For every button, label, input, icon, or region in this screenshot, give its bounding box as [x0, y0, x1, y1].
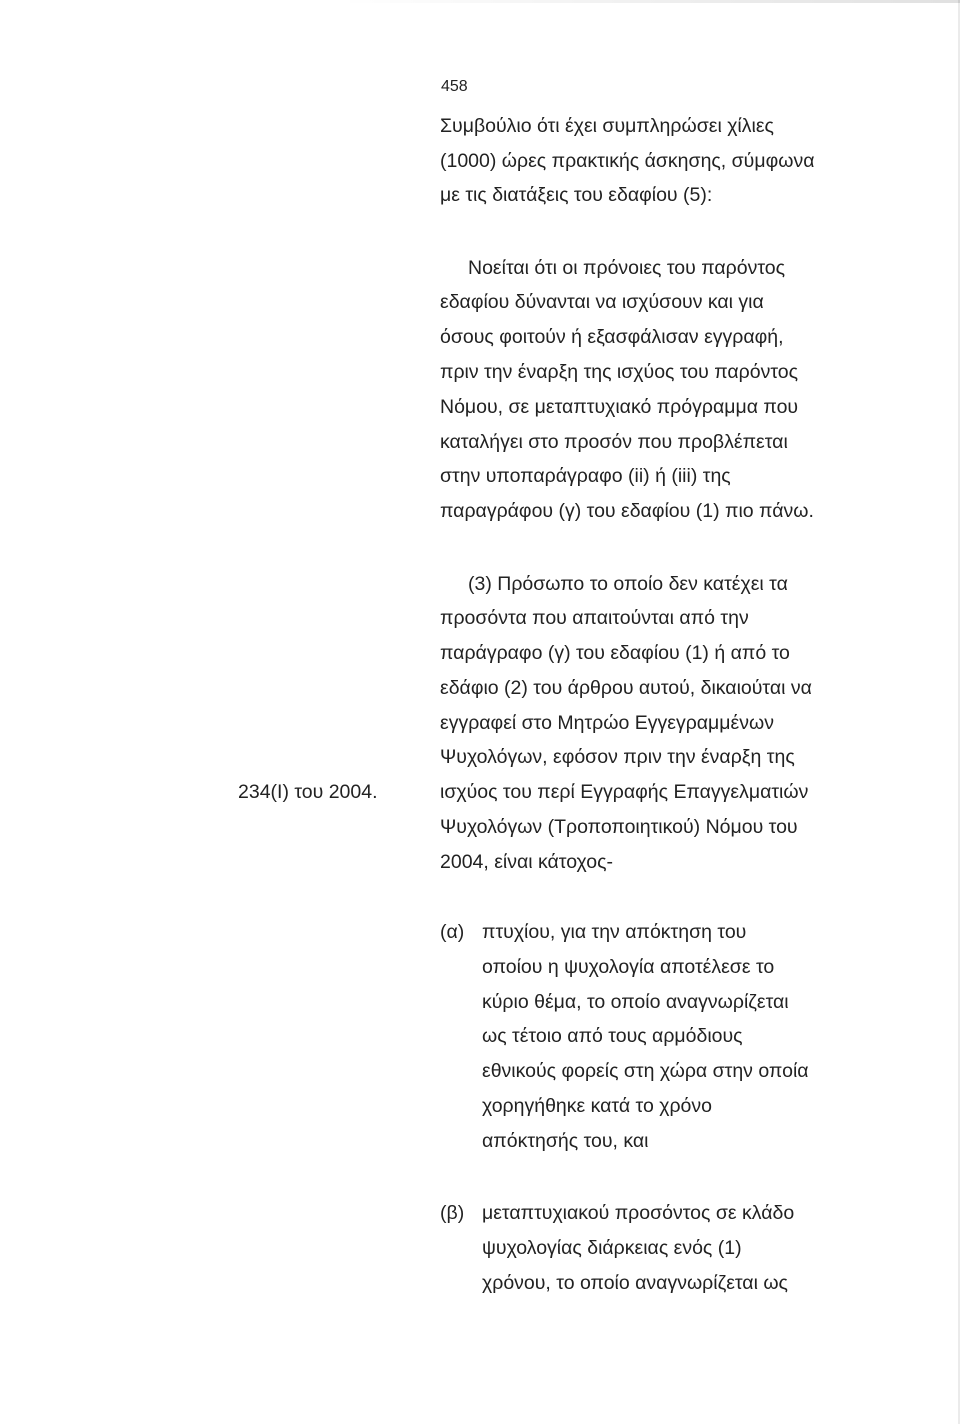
text-line: Ψυχολόγων, εφόσον πριν την έναρξη της — [440, 746, 795, 768]
text-line: παράγραφο (γ) του εδαφίου (1) ή από το — [440, 642, 790, 664]
text-line: εθνικούς φορείς στη χώρα στην οποία — [482, 1060, 809, 1082]
text-line: καταλήγει στο προσόν που προβλέπεται — [440, 431, 788, 453]
text-line: ως τέτοιο από τους αρμόδιους — [482, 1025, 743, 1047]
text-line: προσόντα που απαιτούνται από την — [440, 607, 749, 629]
text-line: παραγράφου (γ) του εδαφίου (1) πιο πάνω. — [440, 500, 814, 522]
text-line: Νοείται ότι οι πρόνοιες του παρόντος — [468, 257, 786, 279]
item-label: (α) — [440, 921, 465, 943]
text-line: Νόμου, σε μεταπτυχιακό πρόγραμμα που — [440, 396, 799, 418]
text-line: κύριο θέμα, το οποίο αναγνωρίζεται — [482, 991, 789, 1013]
text-line: πριν την έναρξη της ισχύος του παρόντος — [440, 361, 799, 383]
text-line: εδάφιο (2) του άρθρου αυτού, δικαιούται να — [440, 677, 812, 699]
scan-edge-top — [340, 0, 960, 3]
text-line: πτυχίου, για την απόκτηση του — [482, 921, 747, 943]
text-line: (1000) ώρες πρακτικής άσκησης, σύμφωνα — [440, 150, 815, 172]
text-line: ψυχολογίας διάρκειας ενός (1) — [482, 1237, 742, 1259]
text-line: απόκτησής του, και — [482, 1130, 649, 1152]
item-label: (β) — [440, 1202, 465, 1224]
text-line: στην υποπαράγραφο (ii) ή (iii) της — [440, 465, 731, 487]
text-line: ισχύος του περί Εγγραφής Επαγγελματιών — [440, 781, 809, 803]
text-line: εδαφίου δύνανται να ισχύσουν και για — [440, 291, 764, 313]
text-line: όσους φοιτούν ή εξασφάλισαν εγγραφή, — [440, 326, 784, 348]
text-line: Ψυχολόγων (Τροποποιητικού) Νόμου του — [440, 816, 798, 838]
page-number: 458 — [441, 78, 468, 95]
text-line: οποίου η ψυχολογία αποτέλεσε το — [482, 956, 775, 978]
text-line: χορηγήθηκε κατά το χρόνο — [482, 1095, 713, 1117]
text-line: εγγραφεί στο Μητρώο Εγγεγραμμένων — [440, 712, 774, 734]
text-line: (3) Πρόσωπο το οποίο δεν κατέχει τα — [468, 573, 788, 595]
margin-note: 234(I) του 2004. — [238, 781, 378, 803]
text-line: μεταπτυχιακού προσόντος σε κλάδο — [482, 1202, 795, 1224]
text-line: με τις διατάξεις του εδαφίου (5): — [440, 184, 713, 206]
text-line: 2004, είναι κάτοχος- — [440, 851, 613, 873]
text-line: Συμβούλιο ότι έχει συμπληρώσει χίλιες — [440, 115, 774, 137]
text-line: χρόνου, το οποίο αναγνωρίζεται ως — [482, 1272, 788, 1294]
